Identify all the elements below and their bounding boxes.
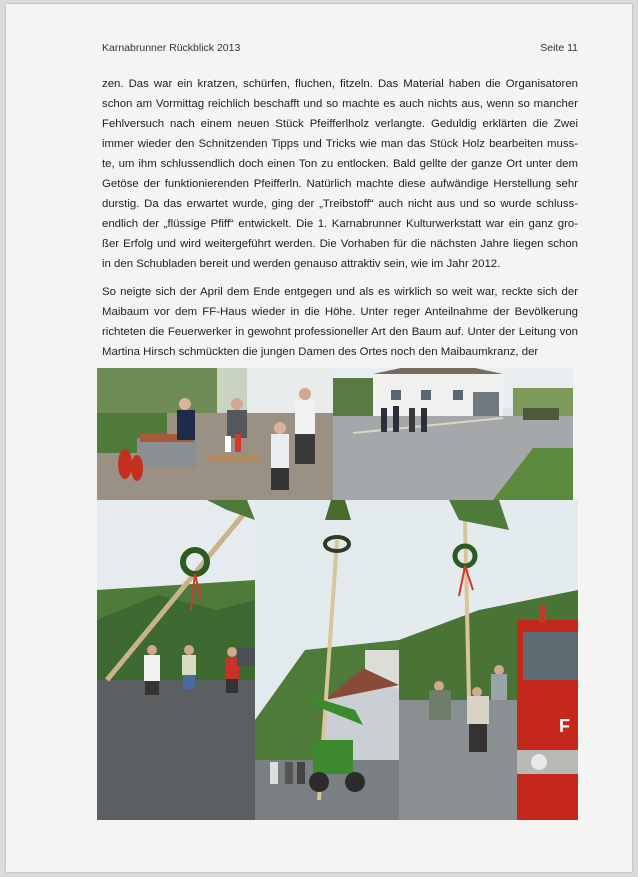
paragraph-2: So neigte sich der April dem Ende entgegen und als es wirklich so weit war, reckte sich der Maibaum vor dem FF-Haus wieder in die Höhe. Unter reger Anteilnahme der Bevölkerung richteten die Feuerwerker in gewohnt professioneller Art den Baum auf. Unter der Leitung von Martina Hirsch schmückten die jungen Damen des Ortes noch den Maibaumkranz, der	[102, 286, 578, 358]
photo-maypole-loader	[255, 500, 399, 820]
truck-lettering: F	[559, 716, 570, 736]
photo-grill-workshop	[97, 368, 333, 500]
photo-street-maypole	[333, 368, 573, 500]
photo-firetruck	[399, 500, 578, 820]
page-header	[102, 42, 578, 54]
paragraph-1: zen. Das war ein kratzen, schürfen, fluchen, fitzeln. Das Material haben die Organisatoren schon am Vormittag reichlich beschafft und so machte es auch nichts aus, wenn so mancher Fehlversuch nach einem neuen Stück Pfeifferlholz verlangte. Geduldig erklärten die Zwei immer wieder den Schnitzenden Tipps und Tricks wie man das Stück Holz bearbeiten muss-te, um ihm schlussendlich doch einen Ton zu entlocken. Bald gellte der ganze Ort unter dem Getöse der funktionierenden Pfeifferln. Natürlich machte diese aufwändige Herstellung sehr durstig. Da das erwartet wurde, ging der „Treibstoff“ auch nicht aus und so wurde schluss-endlich der „flüssige Pfiff“ entwickelt. Die 1. Karnabrunner Kulturwerkstatt war ein ganz gro-ßer Erfolg und wird weitergeführt werden. Die Vorhaben für die nächsten Jahre liegen schon in den Schubladen bereit und werden genauso attraktiv sein, wie im Jahr 2012.	[102, 78, 578, 270]
article-text	[102, 74, 578, 370]
document-page	[6, 4, 632, 872]
page-number: Seite 11	[540, 42, 578, 54]
document-title: Karnabrunner Rückblick 2013	[102, 42, 241, 54]
photo-wreath-rope	[97, 500, 255, 820]
